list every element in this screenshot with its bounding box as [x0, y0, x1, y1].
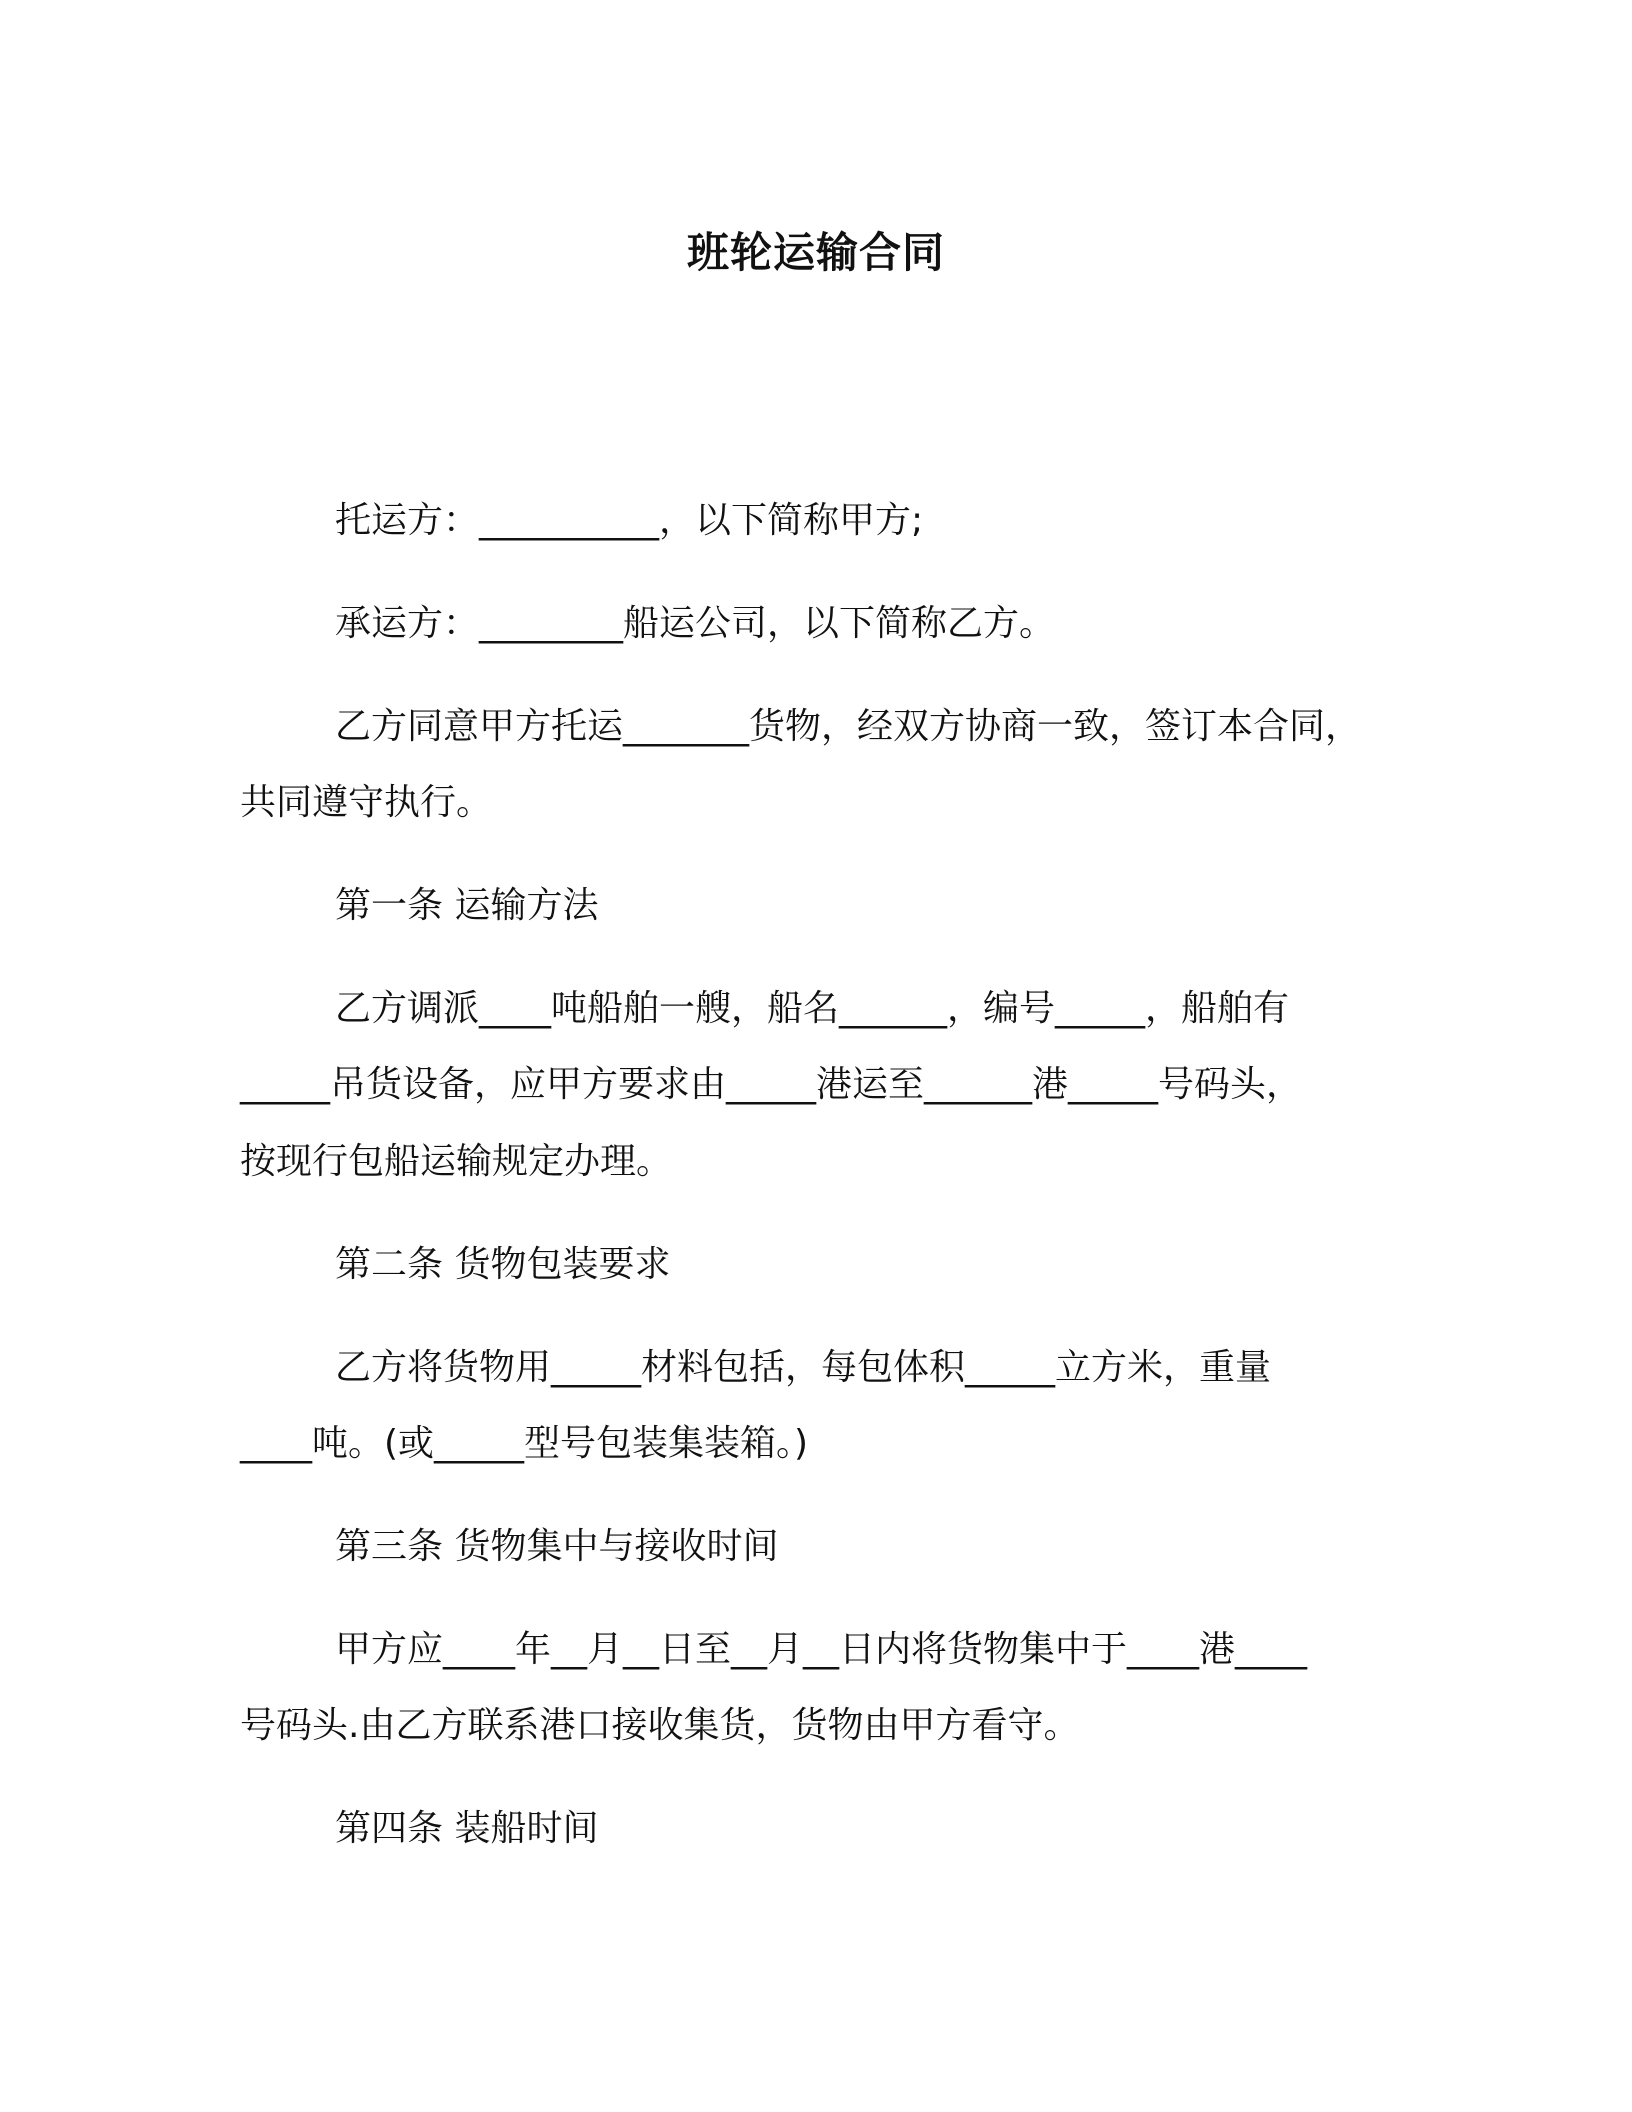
article-1-line-2: _____吊货设备，应甲方要求由_____港运至______港_____号码头，	[240, 1064, 1303, 1105]
article-3-line-1: 甲方应____年__月__日至__月__日内将货物集中于____港____	[335, 1629, 1308, 1670]
article-4-heading: 第四条 装船时间	[335, 1808, 599, 1849]
agreement-line-2: 共同遵守执行。	[240, 782, 493, 823]
article-2-heading: 第二条 货物包装要求	[335, 1244, 671, 1285]
article-1-line-3: 按现行包船运输规定办理。	[240, 1141, 673, 1182]
article-3-line-2: 号码头.由乙方联系港口接收集货，货物由甲方看守。	[240, 1705, 1080, 1746]
agreement-line-1: 乙方同意甲方托运_______货物，经双方协商一致，签订本合同，	[335, 706, 1362, 747]
document-title: 班轮运输合同	[686, 228, 945, 277]
shipper-line: 托运方：__________，以下简称甲方;	[335, 500, 924, 541]
article-2-line-1: 乙方将货物用_____材料包括，每包体积_____立方米，重量	[335, 1347, 1272, 1388]
article-3-heading: 第三条 货物集中与接收时间	[335, 1526, 779, 1567]
article-2-line-2: ____吨。(或_____型号包装集装箱。)	[240, 1423, 809, 1464]
article-1-line-1: 乙方调派____吨船舶一艘，船名______，编号_____，船舶有	[335, 988, 1290, 1029]
carrier-line: 承运方：________船运公司，以下简称乙方。	[335, 603, 1056, 644]
article-1-heading: 第一条 运输方法	[335, 885, 599, 926]
